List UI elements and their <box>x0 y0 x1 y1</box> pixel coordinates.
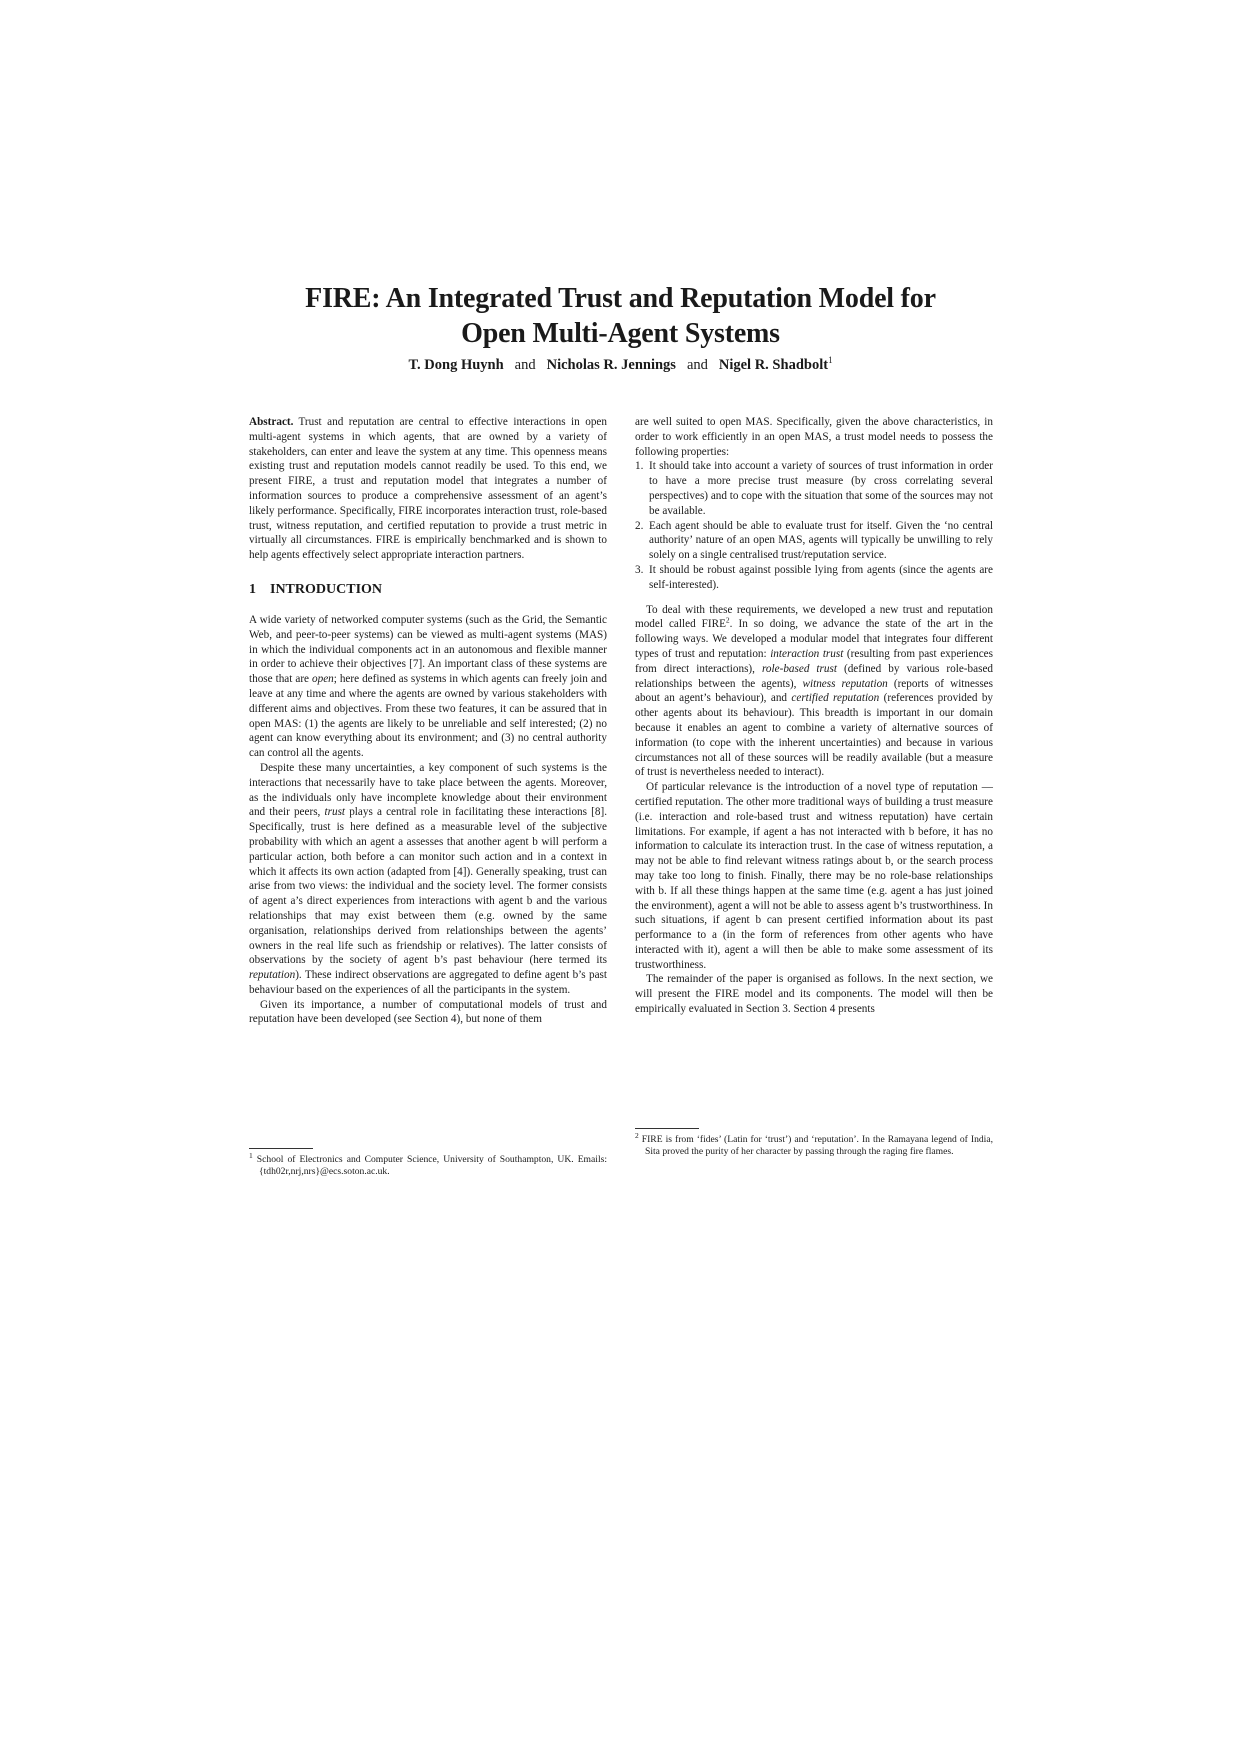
footnote-1 <box>249 1150 608 1178</box>
emphasis-text: reputation <box>249 969 296 982</box>
list-item <box>635 563 993 593</box>
emphasis-text: certified reputation <box>791 692 880 705</box>
text-run: (defined by various role-based relationships between the agents), <box>635 662 993 690</box>
footnote-rule <box>635 1128 699 1129</box>
footnote-text: School of Electronics and Computer Science, University of Southampton, UK. Emails: {tdh02r,nrj,nrs}@ecs.soton.ac.uk. <box>256 1154 608 1177</box>
title-line-2: Open Multi-Agent Systems <box>461 318 780 349</box>
text-run: ; here defined as systems in which agents can freely join and leave at any time and where the agents are owned by various stakeholders with different aims and objectives. From these two features, it can be assured that in open MAS: (1) the agents are likely to be unreliable and self interested; (2) no agent can know everything about its environment; and (3) no central authority can control all the agents. <box>249 673 607 760</box>
body-paragraph: are well suited to open MAS. Specifically, given the above characteristics, in order to work efficiently in an open MAS, a trust model needs to possess the following properties: <box>635 416 993 458</box>
body-paragraph <box>249 761 607 998</box>
abstract-text: Trust and reputation are central to effective interactions in open multi-agent systems in which agents, that are owned by a variety of stakeholders, can enter and leave the system at any time. This openness means existing trust and reputation models cannot readily be used. To this end, we present FIRE, a trust and reputation model that integrates a number of information sources to produce a comprehensive assessment of an agent’s likely performance. Specifically, FIRE incorporates interaction trust, role-based trust, witness reputation, and certified reputation to provide a trust metric in virtually all circumstances. FIRE is empirically benchmarked and is shown to help agents effectively select appropriate interaction partners. <box>249 416 607 562</box>
list-item <box>635 519 993 563</box>
list-item <box>635 459 993 518</box>
list-number: 3. <box>635 563 644 576</box>
footnote-rule <box>249 1148 313 1149</box>
author-footnote-mark: 1 <box>828 355 833 366</box>
text-run: . In so doing, we advance the state of the art in the following ways. We developed a modular model that integrates four different types of trust and reputation: <box>635 618 994 660</box>
body-paragraph <box>249 613 607 761</box>
left-column <box>249 415 607 1027</box>
author-separator: and <box>514 357 536 373</box>
author-2: Nicholas R. Jennings <box>546 357 676 373</box>
footnote-mark: 2 <box>725 615 730 625</box>
emphasis-text: role-based trust <box>761 662 837 675</box>
author-3: Nigel R. Shadbolt <box>718 357 829 373</box>
abstract <box>249 415 607 563</box>
list-number: 1. <box>635 460 644 473</box>
text-run: (reports of witnesses about an agent’s behaviour), and <box>635 677 993 705</box>
text-run: plays a central role in facilitating these interactions [8]. Specifically, trust is here defined as a measurable level of the subjective probability with which an agent a assesses that another agent b will perform a particular action, both before a can monitor such action and in a context in which it affects its own action (adapted from [4]). Generally speaking, trust can arise from two views: the individual and the society level. The former consists of agent a’s direct experiences from interactions with agent b and the various relationships that may exist between them (e.g. owned by the same organisation, relationships derived from relationships between the agents’ owners in the real life such as friendship or relatives). The latter consists of observations by the society of agent b’s past behaviour (here termed its <box>249 806 607 967</box>
body-paragraph: Given its importance, a number of computational models of trust and reputation have been developed (see Section 4), but none of them <box>249 998 607 1026</box>
list-text: Each agent should be able to evaluate trust for itself. Given the ‘no central authority’ nature of an open MAS, agents will typically be unwilling to rely solely on a single centralised trust/reputation service. <box>649 519 993 562</box>
title-line-1: FIRE: An Integrated Trust and Reputation Model for <box>305 283 936 314</box>
emphasis-text: open <box>312 673 334 686</box>
author-list <box>200 356 1041 374</box>
author-separator: and <box>686 357 708 373</box>
section-heading <box>249 581 607 599</box>
body-paragraph <box>635 603 993 781</box>
paper-title <box>200 281 1041 351</box>
list-number: 2. <box>635 519 644 532</box>
text-run: (resulting from past experiences from direct interactions), <box>635 647 993 675</box>
footnote-2 <box>635 1130 993 1158</box>
footnote-left <box>249 1148 607 1178</box>
author-1: T. Dong Huynh <box>408 357 504 373</box>
spacer <box>635 593 993 603</box>
emphasis-text: trust <box>324 806 346 819</box>
section-title: INTRODUCTION <box>270 581 383 597</box>
list-text: It should take into account a variety of sources of trust information in order to have a more precise trust measure (by cross correlating several perspectives) and to cope with the situation that some of the sources may not be available. <box>649 460 993 517</box>
section-number: 1 <box>249 581 256 597</box>
emphasis-text: interaction trust <box>770 647 844 660</box>
footnote-right <box>635 1128 993 1158</box>
body-paragraph: The remainder of the paper is organised as follows. In the next section, we will present the FIRE model and its components. The model will then be empirically evaluated in Section 3. Section 4 presents <box>635 973 993 1016</box>
text-run: ). These indirect observations are aggregated to define agent b’s past behaviour based on the experiences of all the participants in the system. <box>249 969 607 996</box>
body-paragraph: Of particular relevance is the introduction of a novel type of reputation — certified reputation. The other more traditional ways of building a trust measure (i.e. interaction and role-based trust and witness reputation) have certain limitations. For example, if agent a has not interacted with b before, it has no information to calculate its interaction trust. In the case of witness reputation, a may not be able to find relevant witness ratings about b, or the search process may take too long to finish. Finally, there may be no role-base relationships with b. If all these things happen at the same time (e.g. agent a has just joined the environment), agent a will not be able to assess agent b’s trustworthiness. In such situations, if agent b can present certified information about its past performance to a (in the form of references from other agents who have interacted with it), agent a will then be able to make some assessment of its trustworthiness. <box>635 781 993 971</box>
text-run: (references provided by other agents about its behaviour). This breadth is important in our domain because it enables an agent to combine a variety of alternative sources of information (to cope with the inherent uncertainties) and because in various circumstances not all of these sources will be readily available (but a measure of trust is nevertheless needed to interact). <box>635 692 994 779</box>
abstract-label: Abstract. <box>249 416 294 428</box>
footnote-mark: 2 <box>635 1130 639 1140</box>
emphasis-text: witness reputation <box>802 677 888 690</box>
text-run: Despite these many uncertainties, a key component of such systems is the interactions that necessarily have to take place between the agents. Moreover, as the individuals only have incomplete knowledge about their environment and their peers, <box>249 761 607 819</box>
right-column <box>635 415 993 1017</box>
text-run: A wide variety of networked computer systems (such as the Grid, the Semantic Web, and peer-to-peer systems) can be viewed as multi-agent systems (MAS) in which the individual components act in an autonomous and flexible manner in order to achieve their objectives [7]. An important class of these systems are those that are <box>249 613 607 686</box>
footnote-mark: 1 <box>249 1150 253 1160</box>
footnote-text: FIRE is from ‘fides’ (Latin for ‘trust’) and ‘reputation’. In the Ramayana legend of India, Sita proved the purity of her character by passing through the raging fire flames. <box>641 1134 993 1157</box>
property-list <box>635 459 993 592</box>
text-run: To deal with these requirements, we developed a new trust and reputation model called FIRE <box>635 603 993 631</box>
list-text: It should be robust against possible lying from agents (since the agents are self-interested). <box>649 563 993 591</box>
